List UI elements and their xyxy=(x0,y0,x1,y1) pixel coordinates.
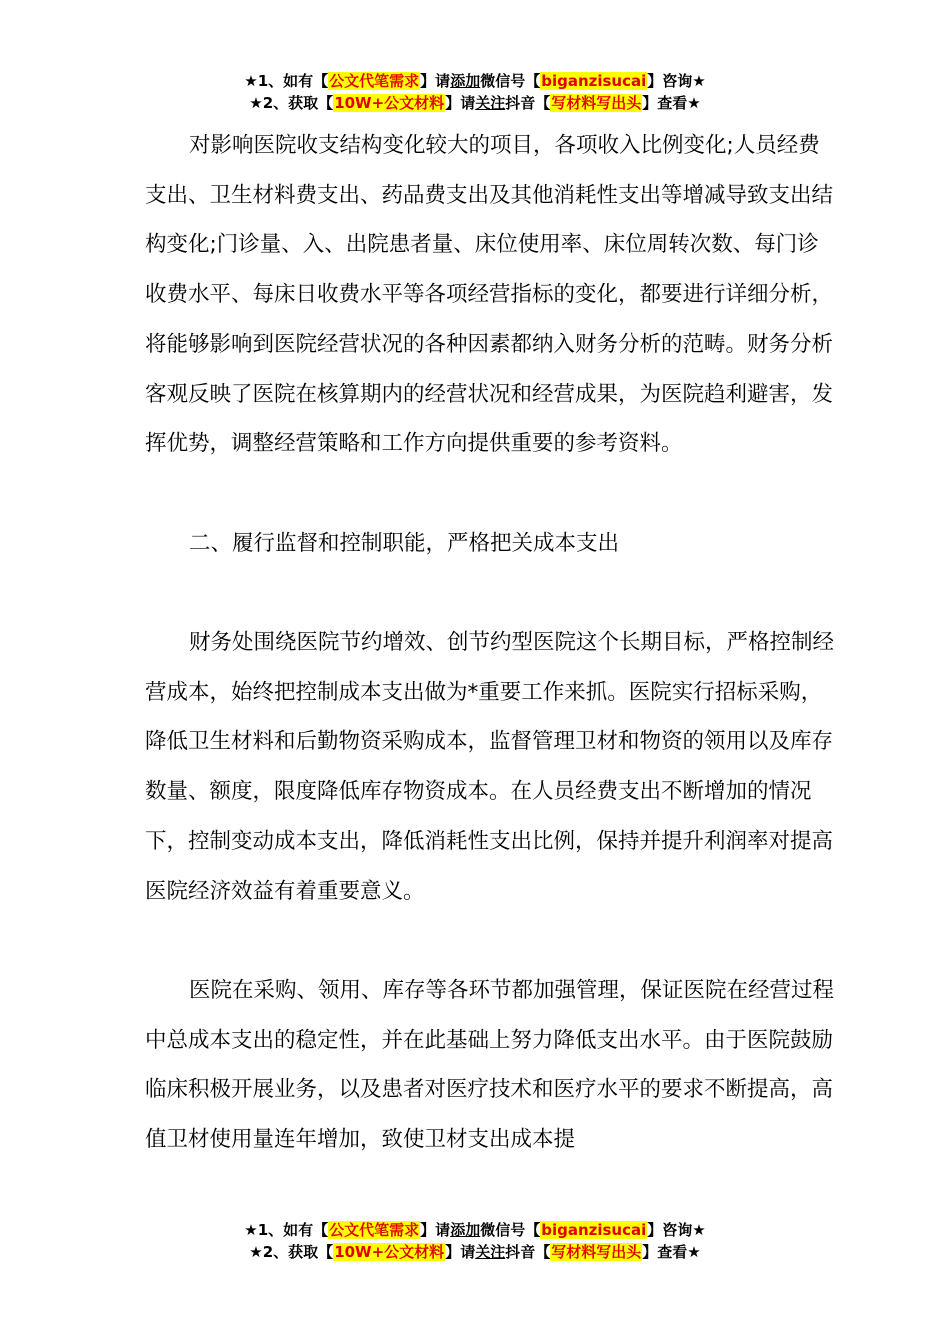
header-banner xyxy=(0,70,950,114)
service-highlight: 公文代笔需求 xyxy=(329,1221,420,1239)
materials-highlight: 10W+公文材料 xyxy=(334,94,445,112)
materials-highlight: 10W+公文材料 xyxy=(334,1243,445,1261)
wechat-id: biganzisucai xyxy=(541,1221,647,1239)
wechat-id: biganzisucai xyxy=(541,72,647,90)
footer-line-1: ★1、如有【公文代笔需求】请添加微信号【biganzisucai】咨询★ xyxy=(244,1221,706,1239)
douyin-account: 写材料写出头 xyxy=(551,1243,642,1261)
document-body xyxy=(145,121,835,1165)
section-heading-2: 二、履行监督和控制职能，严格把关成本支出 xyxy=(189,530,620,556)
paragraph-2: 财务处围绕医院节约增效、创节约型医院这个长期目标，严格控制经营成本，始终把控制成本支出做为*重要工作来抓。医院实行招标采购，降低卫生材料和后勤物资采购成本，监督管理卫材和物资的领用以及库存数量、额度，限度降低库存物资成本。在人员经费支出不断增加的情况下，控制变动成本支出，降低消耗性支出比例，保持并提升利润率对提高医院经济效益有着重要意义。 xyxy=(145,630,835,904)
paragraph-1: 对影响医院收支结构变化较大的项目，各项收入比例变化;人员经费支出、卫生材料费支出、药品费支出及其他消耗性支出等增减导致支出结构变化;门诊量、入、出院患者量、床位使用率、床位周转次数、每门诊收费水平、每床日收费水平等各项经营指标的变化，都要进行详细分析，将能够影响到医院经营状况的各种因素都纳入财务分析的范畴。财务分析客观反映了医院在核算期内的经营状况和经营成果，为医院趋利避害，发挥优势，调整经营策略和工作方向提供重要的参考资料。 xyxy=(145,133,834,457)
footer-line-2: ★2、获取【10W+公文材料】请关注抖音【写材料写出头】查看★ xyxy=(249,1243,701,1261)
banner-line-1: ★1、如有【公文代笔需求】请添加微信号【biganzisucai】咨询★ xyxy=(244,72,706,90)
footer-banner xyxy=(0,1219,950,1263)
paragraph-3: 医院在采购、领用、库存等各环节都加强管理，保证医院在经营过程中总成本支出的稳定性，并在此基础上努力降低支出水平。由于医院鼓励临床积极开展业务，以及患者对医疗技术和医疗水平的要求不断提高，高值卫材使用量连年增加，致使卫材支出成本提 xyxy=(145,977,835,1153)
banner-line-2: ★2、获取【10W+公文材料】请关注抖音【写材料写出头】查看★ xyxy=(249,94,701,112)
service-highlight: 公文代笔需求 xyxy=(329,72,420,90)
douyin-account: 写材料写出头 xyxy=(551,94,642,112)
